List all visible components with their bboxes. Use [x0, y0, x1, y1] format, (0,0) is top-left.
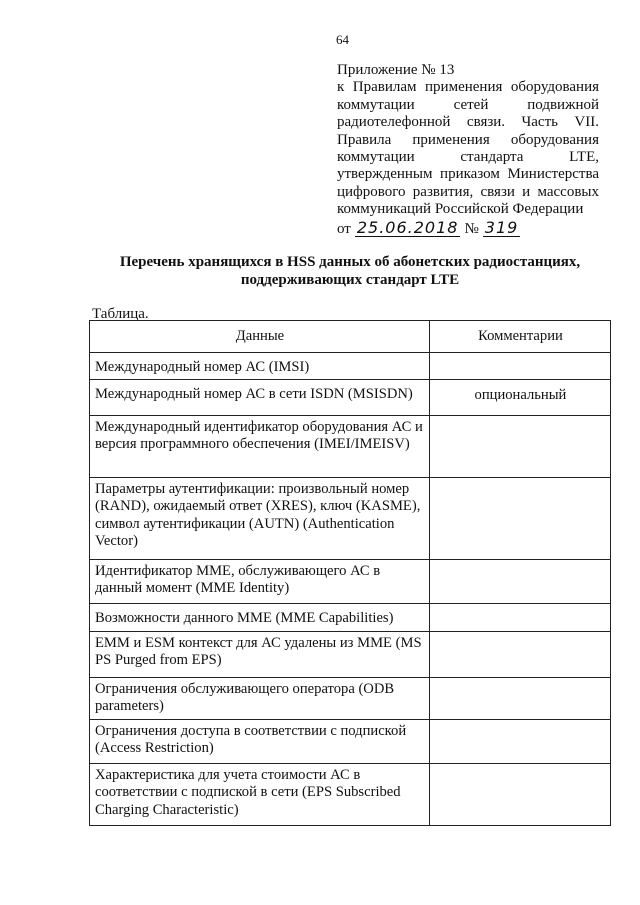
table-header-row [90, 321, 611, 353]
table-row [90, 631, 611, 677]
annex-line: к Правилам применения оборудования [337, 79, 599, 96]
heading-line: Перечень хранящихся в HSS данных об абонетских радиостанциях, [119, 254, 581, 270]
cell-comment [429, 415, 610, 477]
annex-block [337, 62, 599, 238]
page-number: 64 [336, 32, 349, 47]
annex-line: коммутации стандарта LTE, [337, 149, 599, 166]
annex-line: радиотелефонной связи. Часть VII. [337, 114, 599, 131]
cell-data: Возможности данного MME (MME Capabilities) [90, 603, 430, 631]
table-row [90, 415, 611, 477]
cell-data: Ограничения доступа в соответствии с подпиской (Access Restriction) [90, 719, 430, 763]
table-row [90, 677, 611, 719]
cell-data: Международный идентификатор оборудования АС и версия программного обеспечения (IMEI/IMEISV) [90, 415, 430, 477]
table-caption: Таблица. [92, 306, 149, 322]
annex-date-line [337, 219, 599, 238]
table-row [90, 353, 611, 380]
number-prefix: № [464, 220, 479, 237]
table-row [90, 379, 611, 415]
annex-title: Приложение № 13 [337, 62, 455, 78]
table-row [90, 763, 611, 825]
annex-line: коммутации сетей подвижной [337, 96, 599, 113]
table-row [90, 719, 611, 763]
cell-comment [429, 559, 610, 603]
cell-data: EMM и ESM контекст для АС удалены из MME (MS PS Purged from EPS) [90, 631, 430, 677]
cell-comment [429, 763, 610, 825]
annex-line: Правила применения оборудования [337, 131, 599, 148]
cell-comment [429, 677, 610, 719]
handwritten-number: 319 [484, 217, 519, 237]
cell-data: Характеристика для учета стоимости АС в соответствии с подпиской в сети (EPS Subscribed Charging Characteristic) [90, 763, 430, 825]
cell-data: Международный номер АС в сети ISDN (MSISDN) [90, 379, 430, 415]
handwritten-date: 25.06.2018 [356, 217, 459, 237]
annex-line: цифрового развития, связи и массовых [337, 183, 599, 200]
table-row [90, 603, 611, 631]
table-row [90, 559, 611, 603]
cell-data: Международный номер АС (IMSI) [90, 353, 430, 380]
annex-line: коммуникаций Российской Федерации [337, 201, 584, 218]
heading-line: поддерживающих стандарт LTE [240, 272, 460, 288]
cell-data: Идентификатор MME, обслуживающего АС в данный момент (MME Identity) [90, 559, 430, 603]
table-row [90, 477, 611, 559]
column-header-data: Данные [90, 321, 430, 353]
annex-line: утвержденным приказом Министерства [337, 166, 599, 183]
hss-data-table [89, 320, 611, 826]
cell-comment: опциональный [429, 379, 610, 415]
cell-comment [429, 603, 610, 631]
cell-comment [429, 631, 610, 677]
cell-comment [429, 353, 610, 380]
date-prefix: от [337, 220, 351, 237]
document-heading [90, 253, 610, 289]
cell-comment [429, 477, 610, 559]
cell-data: Ограничения обслуживающего оператора (ODB parameters) [90, 677, 430, 719]
cell-comment [429, 719, 610, 763]
column-header-comments: Комментарии [429, 321, 610, 353]
cell-data: Параметры аутентификации: произвольный номер (RAND), ожидаемый ответ (XRES), ключ (KASME), символ аутентификации (AUTN) (Authentication Vector) [90, 477, 430, 559]
